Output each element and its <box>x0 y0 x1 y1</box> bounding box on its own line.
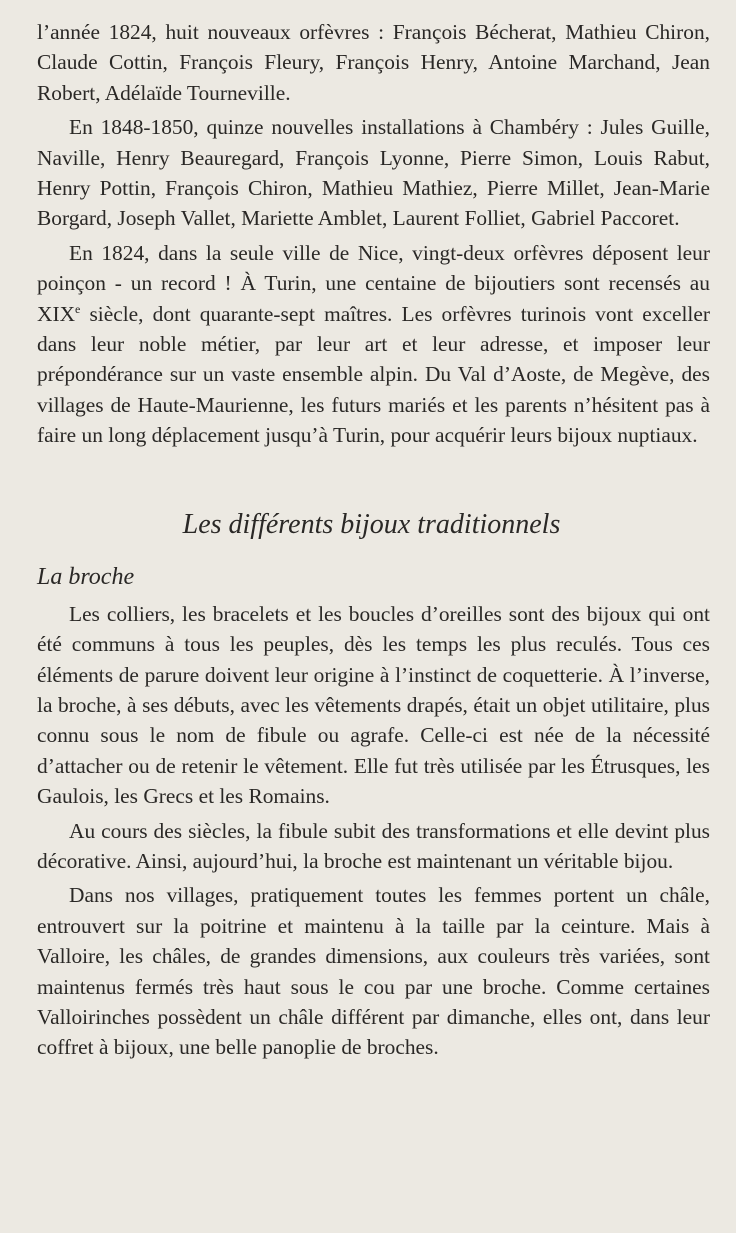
nice-text-after: siècle, dont quarante-sept maîtres. Les orfèvres turinois vont exceller dans leur noble métier, par leur art et leur adresse, et imposer leur prépondérance sur un vaste ensemble alpin. Du Val d’Aoste, de Megève, des villages de Haute-Maurienne, les futurs mariés et les parents n’hésitent pas à faire un long déplacement jusqu’à Turin, pour acquérir leurs bijoux nuptiaux. <box>37 301 710 448</box>
paragraph-broche-origine: Les colliers, les bracelets et les boucles d’oreilles sont des bijoux qui ont été communs à tous les peuples, dès les temps les plus reculés. Tous ces éléments de parure doivent leur origine à l’instinct de coquetterie. À l’inverse, la broche, à ses débuts, avec les vêtements drapés, était un objet utilitaire, plus connu sous le nom de fibule ou agrafe. Celle-ci est née de la nécessité d’attacher ou de retenir le vêtement. Elle fut très utilisée par les Étrusques, les Gaulois, les Grecs et les Romains. <box>37 601 710 809</box>
paragraph-nice-turin <box>37 238 710 451</box>
subsection-title: La broche <box>37 563 135 590</box>
paragraph-chales-valloire: Dans nos villages, pratiquement toutes les femmes portent un châle, entrouvert sur la poitrine et maintenu à la taille par la ceinture. Mais à Valloire, les châles, de grandes dimensions, aux couleurs très variées, sont maintenus fermés très haut sous le cou par une broche. Comme certaines Valloirinches possèdent un châle différent par dimanche, elles ont, dans leur coffret à bijoux, une belle panoplie de broches. <box>37 883 710 1060</box>
paragraph-orfevres-1824: l’année 1824, huit nouveaux orfèvres : François Bécherat, Mathieu Chiron, Claude Cottin, François Fleury, François Henry, Antoine Marchand, Jean Robert, Adélaïde Tourneville. <box>37 20 710 105</box>
century-superscript: e <box>75 301 81 316</box>
section-title: Les différents bijoux traditionnels <box>182 508 561 540</box>
paragraph-chambery-1848: En 1848-1850, quinze nouvelles installations à Chambéry : Jules Guille, Naville, Henry Beauregard, François Lyonne, Pierre Simon, Louis Rabut, Henry Pottin, François Chiron, Mathieu Mathiez, Pierre Millet, Jean-Marie Borgard, Joseph Vallet, Mariette Amblet, Laurent Folliet, Gabriel Paccoret. <box>37 115 710 231</box>
paragraph-fibule-transformation: Au cours des siècles, la fibule subit des transformations et elle devint plus décorative. Ainsi, aujourd’hui, la broche est maintenant un véritable bijou. <box>37 818 710 873</box>
nice-text-before: En 1824, dans la seule ville de Nice, vingt-deux orfèvres déposent leur poinçon - un record ! À Turin, une centaine de bijoutiers sont recensés au XIX <box>37 240 710 326</box>
